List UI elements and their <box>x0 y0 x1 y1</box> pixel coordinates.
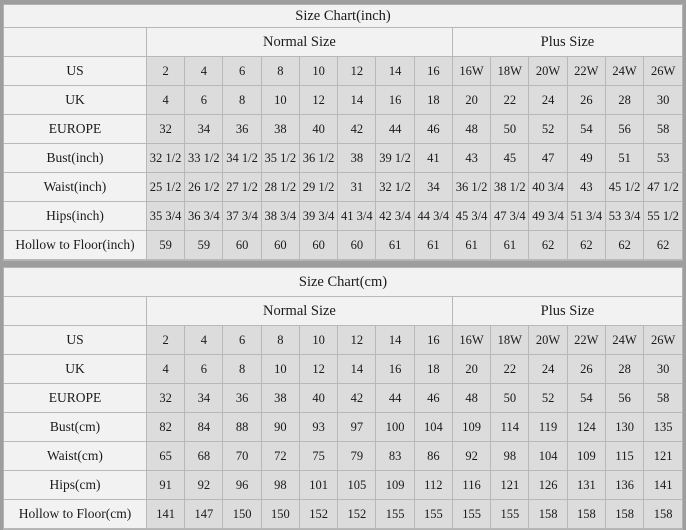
cell: 4 <box>146 86 184 115</box>
cell: 22 <box>491 355 529 384</box>
cell: 155 <box>376 500 414 529</box>
cell: 38 3/4 <box>261 202 299 231</box>
cell: 65 <box>146 442 184 471</box>
cell: 150 <box>223 500 261 529</box>
cell: 40 <box>299 384 337 413</box>
row-label-us: US <box>4 326 146 355</box>
table-row <box>4 384 682 413</box>
title-row <box>4 268 682 297</box>
cell: 35 3/4 <box>146 202 184 231</box>
cell: 56 <box>605 384 643 413</box>
cell: 38 1/2 <box>491 173 529 202</box>
size-chart-inch-table <box>4 5 682 260</box>
cell: 36 1/2 <box>452 173 490 202</box>
cell: 72 <box>261 442 299 471</box>
cell: 49 3/4 <box>529 202 567 231</box>
cell: 91 <box>146 471 184 500</box>
cell: 22W <box>567 326 605 355</box>
row-label-uk: UK <box>4 355 146 384</box>
cell: 6 <box>185 86 223 115</box>
cell: 16 <box>414 326 452 355</box>
cell: 8 <box>223 355 261 384</box>
group-plus-size: Plus Size <box>452 28 682 57</box>
size-chart-cm-body <box>4 268 682 529</box>
group-plus-size: Plus Size <box>452 297 682 326</box>
cell: 70 <box>223 442 261 471</box>
table-row <box>4 500 682 529</box>
chart-title: Size Chart(inch) <box>4 5 682 28</box>
cell: 20 <box>452 355 490 384</box>
table-row <box>4 173 682 202</box>
cell: 39 3/4 <box>299 202 337 231</box>
cell: 55 1/2 <box>644 202 682 231</box>
cell: 92 <box>185 471 223 500</box>
size-chart-cm <box>3 267 683 530</box>
cell: 52 <box>529 115 567 144</box>
cell: 115 <box>605 442 643 471</box>
table-row <box>4 442 682 471</box>
cell: 36 <box>223 115 261 144</box>
table-row <box>4 57 682 86</box>
cell: 136 <box>605 471 643 500</box>
cell: 84 <box>185 413 223 442</box>
cell: 4 <box>185 57 223 86</box>
cell: 100 <box>376 413 414 442</box>
cell: 8 <box>223 86 261 115</box>
cell: 98 <box>491 442 529 471</box>
row-label-europe: EUROPE <box>4 115 146 144</box>
cell: 124 <box>567 413 605 442</box>
cell: 61 <box>414 231 452 260</box>
group-normal-size: Normal Size <box>146 28 452 57</box>
cell: 14 <box>376 326 414 355</box>
cell: 14 <box>338 355 376 384</box>
cell: 32 <box>146 115 184 144</box>
cell: 158 <box>567 500 605 529</box>
cell: 116 <box>452 471 490 500</box>
cell: 47 3/4 <box>491 202 529 231</box>
cell: 36 3/4 <box>185 202 223 231</box>
cell: 56 <box>605 115 643 144</box>
cell: 97 <box>338 413 376 442</box>
cell: 32 <box>146 384 184 413</box>
cell: 68 <box>185 442 223 471</box>
cell: 42 <box>338 384 376 413</box>
cell: 10 <box>261 86 299 115</box>
cell: 46 <box>414 115 452 144</box>
cell: 24W <box>605 57 643 86</box>
table-row <box>4 115 682 144</box>
cell: 54 <box>567 115 605 144</box>
cell: 155 <box>414 500 452 529</box>
cell: 158 <box>605 500 643 529</box>
cell: 14 <box>376 57 414 86</box>
cell: 38 <box>338 144 376 173</box>
cell: 24 <box>529 355 567 384</box>
cell: 44 <box>376 115 414 144</box>
row-label-us: US <box>4 57 146 86</box>
cell: 93 <box>299 413 337 442</box>
cell: 34 <box>185 115 223 144</box>
cell: 46 <box>414 384 452 413</box>
row-label-hollow-to-floor: Hollow to Floor(cm) <box>4 500 146 529</box>
cell: 126 <box>529 471 567 500</box>
cell: 155 <box>491 500 529 529</box>
cell: 47 <box>529 144 567 173</box>
cell: 51 3/4 <box>567 202 605 231</box>
cell: 32 1/2 <box>376 173 414 202</box>
cell: 59 <box>185 231 223 260</box>
cell: 104 <box>529 442 567 471</box>
cell: 150 <box>261 500 299 529</box>
cell: 88 <box>223 413 261 442</box>
cell: 16 <box>414 57 452 86</box>
cell: 92 <box>452 442 490 471</box>
cell: 30 <box>644 86 682 115</box>
cell: 83 <box>376 442 414 471</box>
cell: 18 <box>414 355 452 384</box>
cell: 6 <box>223 57 261 86</box>
cell: 22W <box>567 57 605 86</box>
cell: 16W <box>452 326 490 355</box>
table-row <box>4 144 682 173</box>
row-label-hips: Hips(inch) <box>4 202 146 231</box>
cell: 50 <box>491 115 529 144</box>
cell: 48 <box>452 384 490 413</box>
cell: 158 <box>529 500 567 529</box>
cell: 130 <box>605 413 643 442</box>
corner-cell <box>4 28 146 57</box>
cell: 141 <box>146 500 184 529</box>
cell: 6 <box>185 355 223 384</box>
cell: 43 <box>452 144 490 173</box>
cell: 141 <box>644 471 682 500</box>
cell: 18 <box>414 86 452 115</box>
cell: 112 <box>414 471 452 500</box>
cell: 52 <box>529 384 567 413</box>
cell: 45 <box>491 144 529 173</box>
cell: 20W <box>529 57 567 86</box>
cell: 98 <box>261 471 299 500</box>
cell: 109 <box>452 413 490 442</box>
cell: 27 1/2 <box>223 173 261 202</box>
cell: 16W <box>452 57 490 86</box>
cell: 34 <box>414 173 452 202</box>
cell: 6 <box>223 326 261 355</box>
cell: 42 3/4 <box>376 202 414 231</box>
cell: 114 <box>491 413 529 442</box>
cell: 24 <box>529 86 567 115</box>
cell: 14 <box>338 86 376 115</box>
cell: 34 1/2 <box>223 144 261 173</box>
cell: 2 <box>146 57 184 86</box>
table-row <box>4 413 682 442</box>
cell: 4 <box>185 326 223 355</box>
row-label-bust: Bust(cm) <box>4 413 146 442</box>
table-row <box>4 471 682 500</box>
cell: 33 1/2 <box>185 144 223 173</box>
cell: 29 1/2 <box>299 173 337 202</box>
cell: 2 <box>146 326 184 355</box>
cell: 60 <box>223 231 261 260</box>
cell: 36 <box>223 384 261 413</box>
group-normal-size: Normal Size <box>146 297 452 326</box>
cell: 60 <box>261 231 299 260</box>
cell: 25 1/2 <box>146 173 184 202</box>
cell: 44 3/4 <box>414 202 452 231</box>
cell: 36 1/2 <box>299 144 337 173</box>
size-chart-cm-table <box>4 268 682 529</box>
row-label-waist: Waist(cm) <box>4 442 146 471</box>
cell: 79 <box>338 442 376 471</box>
cell: 47 1/2 <box>644 173 682 202</box>
cell: 62 <box>567 231 605 260</box>
cell: 16 <box>376 86 414 115</box>
row-label-europe: EUROPE <box>4 384 146 413</box>
cell: 38 <box>261 384 299 413</box>
cell: 45 1/2 <box>605 173 643 202</box>
cell: 48 <box>452 115 490 144</box>
cell: 35 1/2 <box>261 144 299 173</box>
row-label-waist: Waist(inch) <box>4 173 146 202</box>
cell: 39 1/2 <box>376 144 414 173</box>
cell: 4 <box>146 355 184 384</box>
cell: 62 <box>644 231 682 260</box>
cell: 90 <box>261 413 299 442</box>
row-label-hollow-to-floor: Hollow to Floor(inch) <box>4 231 146 260</box>
cell: 41 3/4 <box>338 202 376 231</box>
cell: 53 <box>644 144 682 173</box>
cell: 26 <box>567 86 605 115</box>
row-label-uk: UK <box>4 86 146 115</box>
cell: 50 <box>491 384 529 413</box>
cell: 26W <box>644 57 682 86</box>
cell: 105 <box>338 471 376 500</box>
cell: 60 <box>338 231 376 260</box>
title-row <box>4 5 682 28</box>
cell: 32 1/2 <box>146 144 184 173</box>
table-row <box>4 231 682 260</box>
row-label-bust: Bust(inch) <box>4 144 146 173</box>
cell: 152 <box>338 500 376 529</box>
cell: 40 <box>299 115 337 144</box>
corner-cell <box>4 297 146 326</box>
cell: 60 <box>299 231 337 260</box>
cell: 37 3/4 <box>223 202 261 231</box>
cell: 28 1/2 <box>261 173 299 202</box>
cell: 28 <box>605 355 643 384</box>
cell: 30 <box>644 355 682 384</box>
cell: 34 <box>185 384 223 413</box>
cell: 61 <box>452 231 490 260</box>
cell: 12 <box>338 326 376 355</box>
cell: 49 <box>567 144 605 173</box>
cell: 131 <box>567 471 605 500</box>
size-chart-inch <box>3 4 683 261</box>
cell: 24W <box>605 326 643 355</box>
cell: 82 <box>146 413 184 442</box>
cell: 135 <box>644 413 682 442</box>
cell: 20W <box>529 326 567 355</box>
cell: 109 <box>567 442 605 471</box>
table-row <box>4 86 682 115</box>
cell: 96 <box>223 471 261 500</box>
cell: 41 <box>414 144 452 173</box>
cell: 10 <box>299 57 337 86</box>
cell: 26 <box>567 355 605 384</box>
cell: 147 <box>185 500 223 529</box>
cell: 8 <box>261 326 299 355</box>
cell: 155 <box>452 500 490 529</box>
cell: 53 3/4 <box>605 202 643 231</box>
cell: 22 <box>491 86 529 115</box>
cell: 101 <box>299 471 337 500</box>
cell: 104 <box>414 413 452 442</box>
cell: 54 <box>567 384 605 413</box>
cell: 26W <box>644 326 682 355</box>
cell: 51 <box>605 144 643 173</box>
cell: 10 <box>261 355 299 384</box>
cell: 75 <box>299 442 337 471</box>
cell: 86 <box>414 442 452 471</box>
cell: 40 3/4 <box>529 173 567 202</box>
cell: 16 <box>376 355 414 384</box>
cell: 20 <box>452 86 490 115</box>
cell: 44 <box>376 384 414 413</box>
cell: 119 <box>529 413 567 442</box>
cell: 62 <box>529 231 567 260</box>
cell: 59 <box>146 231 184 260</box>
table-row <box>4 326 682 355</box>
cell: 62 <box>605 231 643 260</box>
cell: 26 1/2 <box>185 173 223 202</box>
cell: 12 <box>299 355 337 384</box>
table-row <box>4 355 682 384</box>
cell: 28 <box>605 86 643 115</box>
cell: 45 3/4 <box>452 202 490 231</box>
cell: 31 <box>338 173 376 202</box>
cell: 121 <box>491 471 529 500</box>
cell: 12 <box>299 86 337 115</box>
cell: 12 <box>338 57 376 86</box>
cell: 61 <box>376 231 414 260</box>
group-header-row <box>4 297 682 326</box>
chart-title: Size Chart(cm) <box>4 268 682 297</box>
cell: 18W <box>491 57 529 86</box>
cell: 152 <box>299 500 337 529</box>
cell: 8 <box>261 57 299 86</box>
row-label-hips: Hips(cm) <box>4 471 146 500</box>
cell: 61 <box>491 231 529 260</box>
cell: 58 <box>644 115 682 144</box>
cell: 10 <box>299 326 337 355</box>
cell: 158 <box>644 500 682 529</box>
table-row <box>4 202 682 231</box>
cell: 109 <box>376 471 414 500</box>
cell: 38 <box>261 115 299 144</box>
size-chart-inch-body <box>4 5 682 260</box>
group-header-row <box>4 28 682 57</box>
cell: 58 <box>644 384 682 413</box>
cell: 42 <box>338 115 376 144</box>
cell: 43 <box>567 173 605 202</box>
cell: 121 <box>644 442 682 471</box>
cell: 18W <box>491 326 529 355</box>
